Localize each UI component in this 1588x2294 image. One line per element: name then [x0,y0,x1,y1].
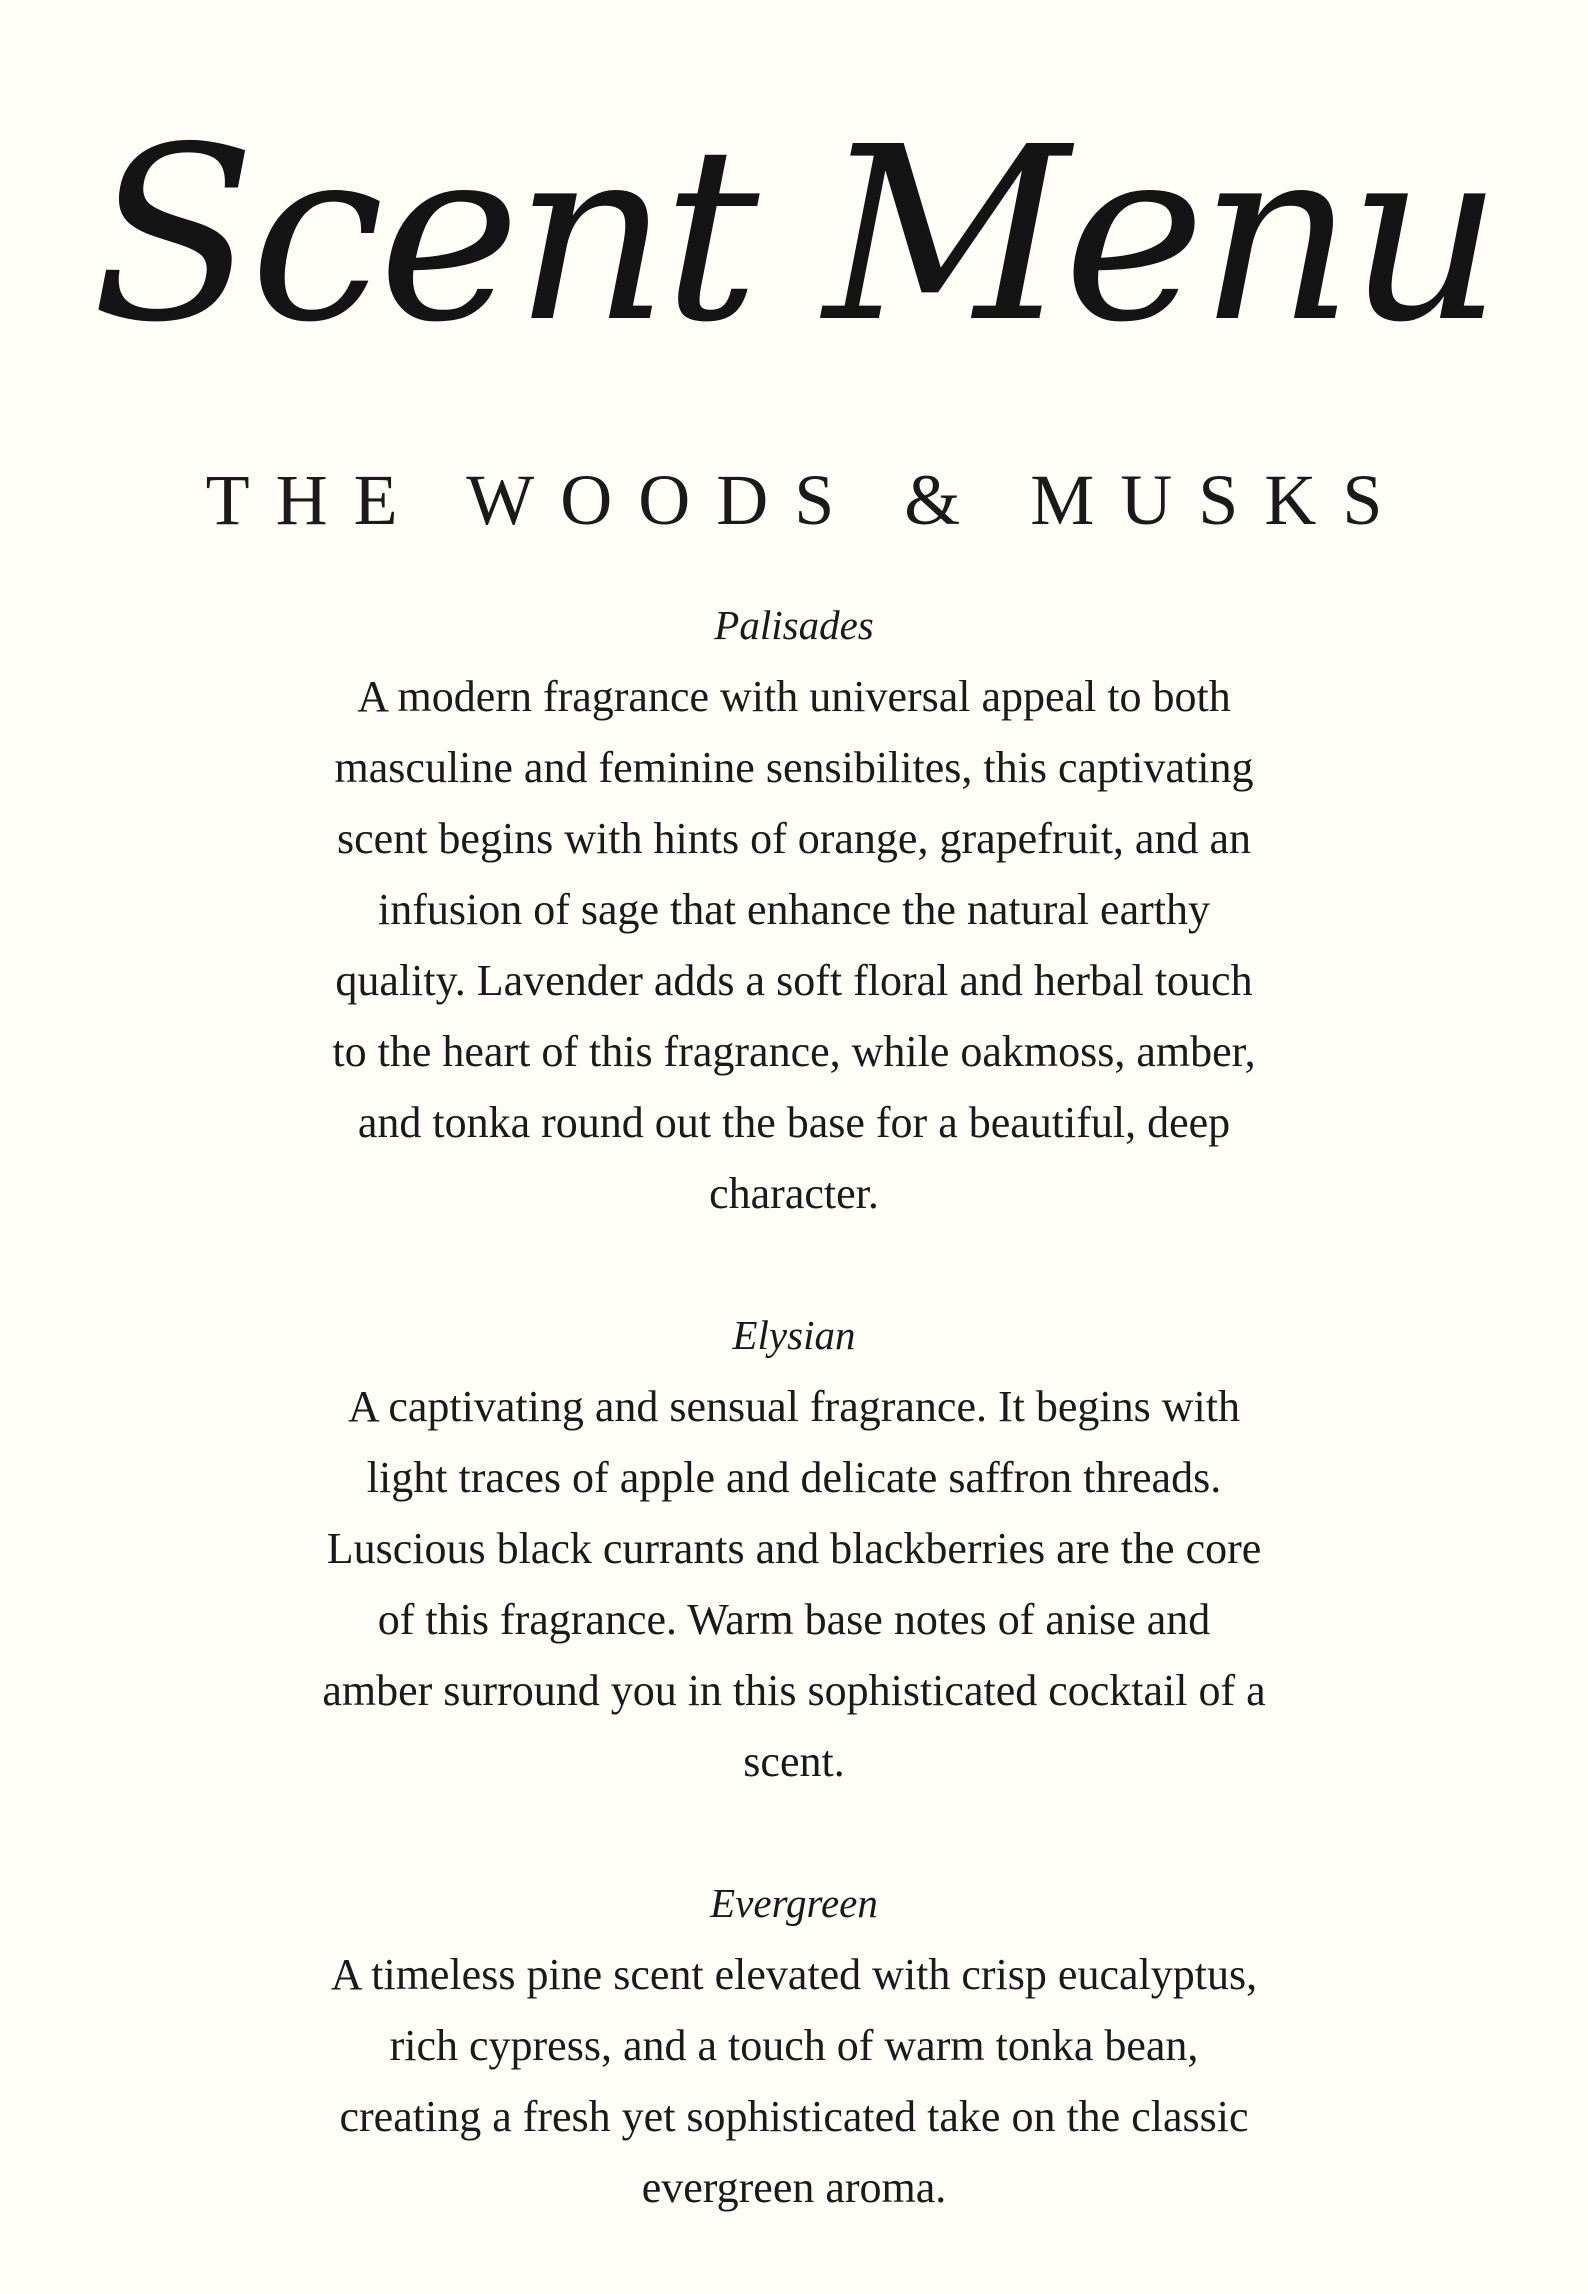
description-line: creating a fresh yet sophisticated take on the classic [339,2092,1249,2141]
description-line: scent. [743,1737,845,1786]
scent-name: Evergreen [710,1880,878,1926]
scent-entry-palisades [0,590,1588,1229]
description-line: masculine and feminine sensibilites, this captivating [334,743,1254,792]
description-line: character. [709,1169,879,1218]
description-line: evergreen aroma. [641,2163,947,2212]
scent-description [0,661,1588,1229]
description-line: A captivating and sensual fragrance. It begins with [348,1382,1240,1431]
description-line: rich cypress, and a touch of warm tonka bean, [389,2021,1199,2070]
page-title: Scent Menu [91,95,1497,375]
scent-name: Palisades [714,602,874,648]
description-line: and tonka round out the base for a beautiful, deep [357,1098,1231,1147]
scent-description [0,1939,1588,2223]
description-line: A timeless pine scent elevated with crisp eucalyptus, [330,1950,1258,1999]
description-line: quality. Lavender adds a soft floral and herbal touch [335,956,1253,1005]
page-subtitle: THE WOODS & MUSKS [205,460,1409,540]
description-line: amber surround you in this sophisticated cocktail of a [322,1666,1266,1715]
description-line: infusion of sage that enhance the natural earthy [377,885,1210,934]
description-line: of this fragrance. Warm base notes of anise and [377,1595,1211,1644]
scent-entry-elysian [0,1300,1588,1797]
description-line: to the heart of this fragrance, while oakmoss, amber, [332,1027,1256,1076]
scent-description [0,1371,1588,1797]
scent-list [0,590,1588,2294]
description-line: Luscious black currants and blackberries are the core [326,1524,1262,1573]
description-line: scent begins with hints of orange, grapefruit, and an [337,814,1251,863]
description-line: A modern fragrance with universal appeal to both [357,672,1231,721]
scent-entry-evergreen [0,1868,1588,2223]
description-line: light traces of apple and delicate saffron threads. [366,1453,1222,1502]
scent-name: Elysian [732,1312,856,1358]
